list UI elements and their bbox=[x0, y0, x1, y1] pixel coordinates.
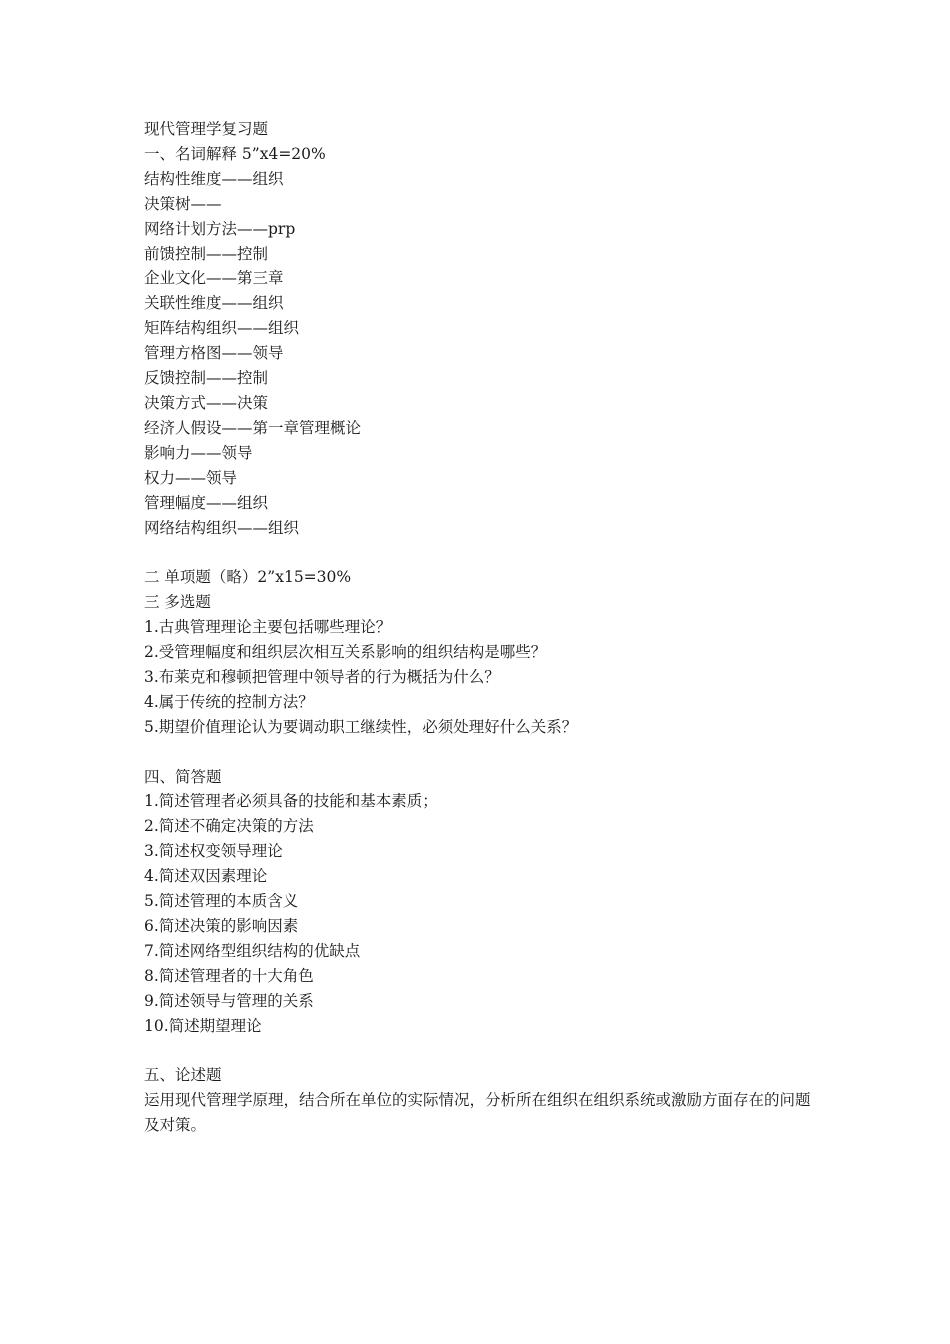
section-4-heading: 四、简答题 bbox=[144, 767, 222, 786]
question-item: 5.简述管理的本质含义 bbox=[144, 892, 299, 911]
term-item: 结构性维度——组织 bbox=[144, 169, 284, 188]
term-item: 网络结构组织——组织 bbox=[144, 518, 300, 537]
term-item: 企业文化——第三章 bbox=[144, 269, 284, 288]
term-item: 关联性维度——组织 bbox=[144, 294, 284, 313]
question-item: 10.简述期望理论 bbox=[144, 1016, 262, 1035]
question-item: 2.受管理幅度和组织层次相互关系影响的组织结构是哪些？ bbox=[144, 643, 547, 662]
section-2-heading: 二 单项题（略）2”x15=30% bbox=[144, 568, 352, 587]
question-item: 9.简述领导与管理的关系 bbox=[144, 991, 314, 1010]
question-item: 8.简述管理者的十大角色 bbox=[144, 966, 314, 985]
term-item: 决策方式——决策 bbox=[144, 393, 269, 412]
question-item: 4.简述双因素理论 bbox=[144, 867, 268, 886]
question-item: 3.布莱克和穆顿把管理中领导者的行为概括为什么？ bbox=[144, 667, 500, 686]
term-item: 影响力——领导 bbox=[144, 443, 253, 462]
term-item: 前馈控制——控制 bbox=[144, 244, 269, 263]
term-item: 网络计划方法——prp bbox=[144, 219, 296, 238]
term-item: 决策树—— bbox=[144, 194, 222, 213]
term-item: 管理幅度——组织 bbox=[144, 493, 269, 512]
question-item: 3.简述权变领导理论 bbox=[144, 842, 283, 861]
question-item: 1.简述管理者必须具备的技能和基本素质； bbox=[144, 792, 438, 811]
term-item: 经济人假设——第一章管理概论 bbox=[144, 418, 362, 437]
term-item: 权力——领导 bbox=[144, 468, 238, 487]
document-page bbox=[144, 117, 814, 1138]
section-5-heading: 五、论述题 bbox=[144, 1066, 222, 1085]
essay-question: 运用现代管理学原理，结合所在单位的实际情况，分析所在组织在组织系统或激励方面存在的问题及对策。 bbox=[144, 1091, 811, 1135]
blank-line bbox=[144, 540, 814, 565]
question-item: 7.简述网络型组织结构的优缺点 bbox=[144, 941, 361, 960]
question-item: 2.简述不确定决策的方法 bbox=[144, 817, 314, 836]
term-item: 管理方格图——领导 bbox=[144, 344, 284, 363]
question-item: 1.古典管理理论主要包括哪些理论？ bbox=[144, 618, 392, 637]
document-title: 现代管理学复习题 bbox=[144, 120, 269, 138]
section-3-heading: 三 多选题 bbox=[144, 593, 211, 612]
term-item: 矩阵结构组织——组织 bbox=[144, 319, 300, 338]
question-item: 4.属于传统的控制方法？ bbox=[144, 692, 314, 711]
question-item: 6.简述决策的影响因素 bbox=[144, 916, 299, 935]
term-item: 反馈控制——控制 bbox=[144, 369, 269, 388]
question-item: 5.期望价值理论认为要调动职工继续性，必须处理好什么关系？ bbox=[144, 717, 578, 736]
blank-line bbox=[144, 1039, 814, 1064]
section-1-heading: 一、名词解释 5”x4=20% bbox=[144, 144, 326, 163]
blank-line bbox=[144, 740, 814, 765]
